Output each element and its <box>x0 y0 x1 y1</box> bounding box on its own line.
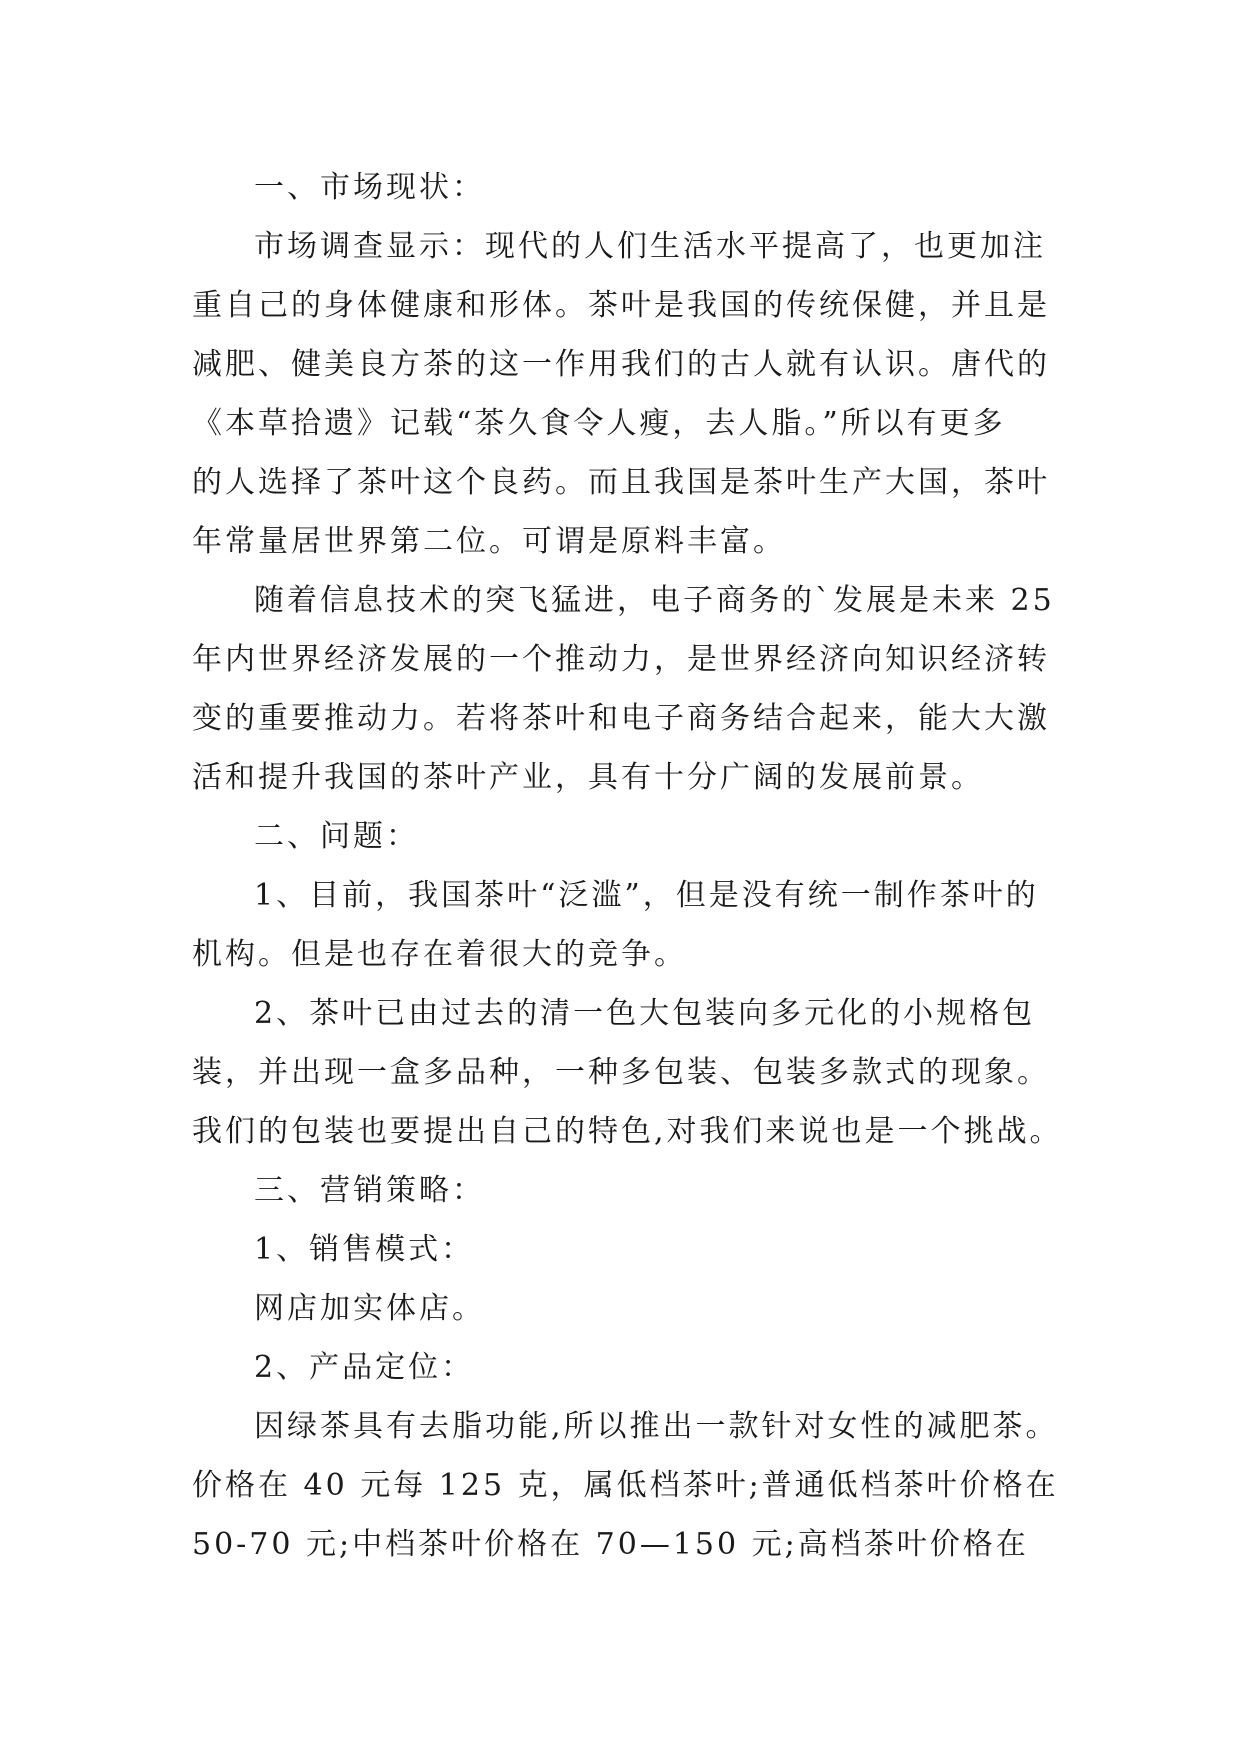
paragraph-line: 2、茶叶已由过去的清一色大包装向多元化的小规格包 <box>254 996 1036 1031</box>
paragraph-line: 变的重要推动力。若将茶叶和电子商务结合起来，能大大激 <box>192 701 1050 736</box>
section-heading-market-status: 一、市场现状： <box>254 170 485 205</box>
paragraph-line: 年常量居世界第二位。可谓是原料丰富。 <box>192 524 786 559</box>
paragraph-line: 1、目前，我国茶叶“泛滥”，但是没有统一制作茶叶的 <box>254 878 1039 913</box>
paragraph-line: 装，并出现一盒多品种，一种多包装、包装多款式的现象。 <box>192 1055 1050 1090</box>
paragraph-line: 50-70 元;中档茶叶价格在 70—150 元;高档茶叶价格在 <box>192 1527 1029 1562</box>
paragraph-line: 市场调查显示：现代的人们生活水平提高了，也更加注 <box>254 229 1046 264</box>
paragraph-line: 价格在 40 元每 125 克，属低档茶叶;普通低档茶叶价格在 <box>192 1468 1059 1503</box>
section-heading-marketing-strategy: 三、营销策略： <box>254 1173 485 1208</box>
paragraph-line: 减肥、健美良方茶的这一作用我们的古人就有认识。唐代的 <box>192 347 1050 382</box>
paragraph-line: 网店加实体店。 <box>254 1291 485 1326</box>
paragraph-line: 机构。但是也存在着很大的竞争。 <box>192 937 687 972</box>
document-body <box>192 158 1072 1574</box>
section-heading-problems: 二、问题： <box>254 819 419 854</box>
paragraph-line: 活和提升我国的茶叶产业，具有十分广阔的发展前景。 <box>192 760 984 795</box>
subheading-sales-model: 1、销售模式： <box>254 1232 475 1267</box>
paragraph-line: 《本草拾遗》记载“茶久食令人瘦，去人脂。”所以有更多 <box>192 406 1006 441</box>
paragraph-line: 随着信息技术的突飞猛进，电子商务的`发展是未来 25 <box>254 583 1055 618</box>
paragraph-line: 我们的包装也要提出自己的特色,对我们来说也是一个挑战。 <box>192 1114 1063 1149</box>
paragraph-line: 重自己的身体健康和形体。茶叶是我国的传统保健，并且是 <box>192 288 1050 323</box>
paragraph-line: 因绿茶具有去脂功能,所以推出一款针对女性的减肥茶。 <box>254 1409 1059 1444</box>
subheading-product-positioning: 2、产品定位： <box>254 1350 475 1385</box>
paragraph-line: 的人选择了茶叶这个良药。而且我国是茶叶生产大国，茶叶 <box>192 465 1050 500</box>
paragraph-line: 年内世界经济发展的一个推动力，是世界经济向知识经济转 <box>192 642 1050 677</box>
